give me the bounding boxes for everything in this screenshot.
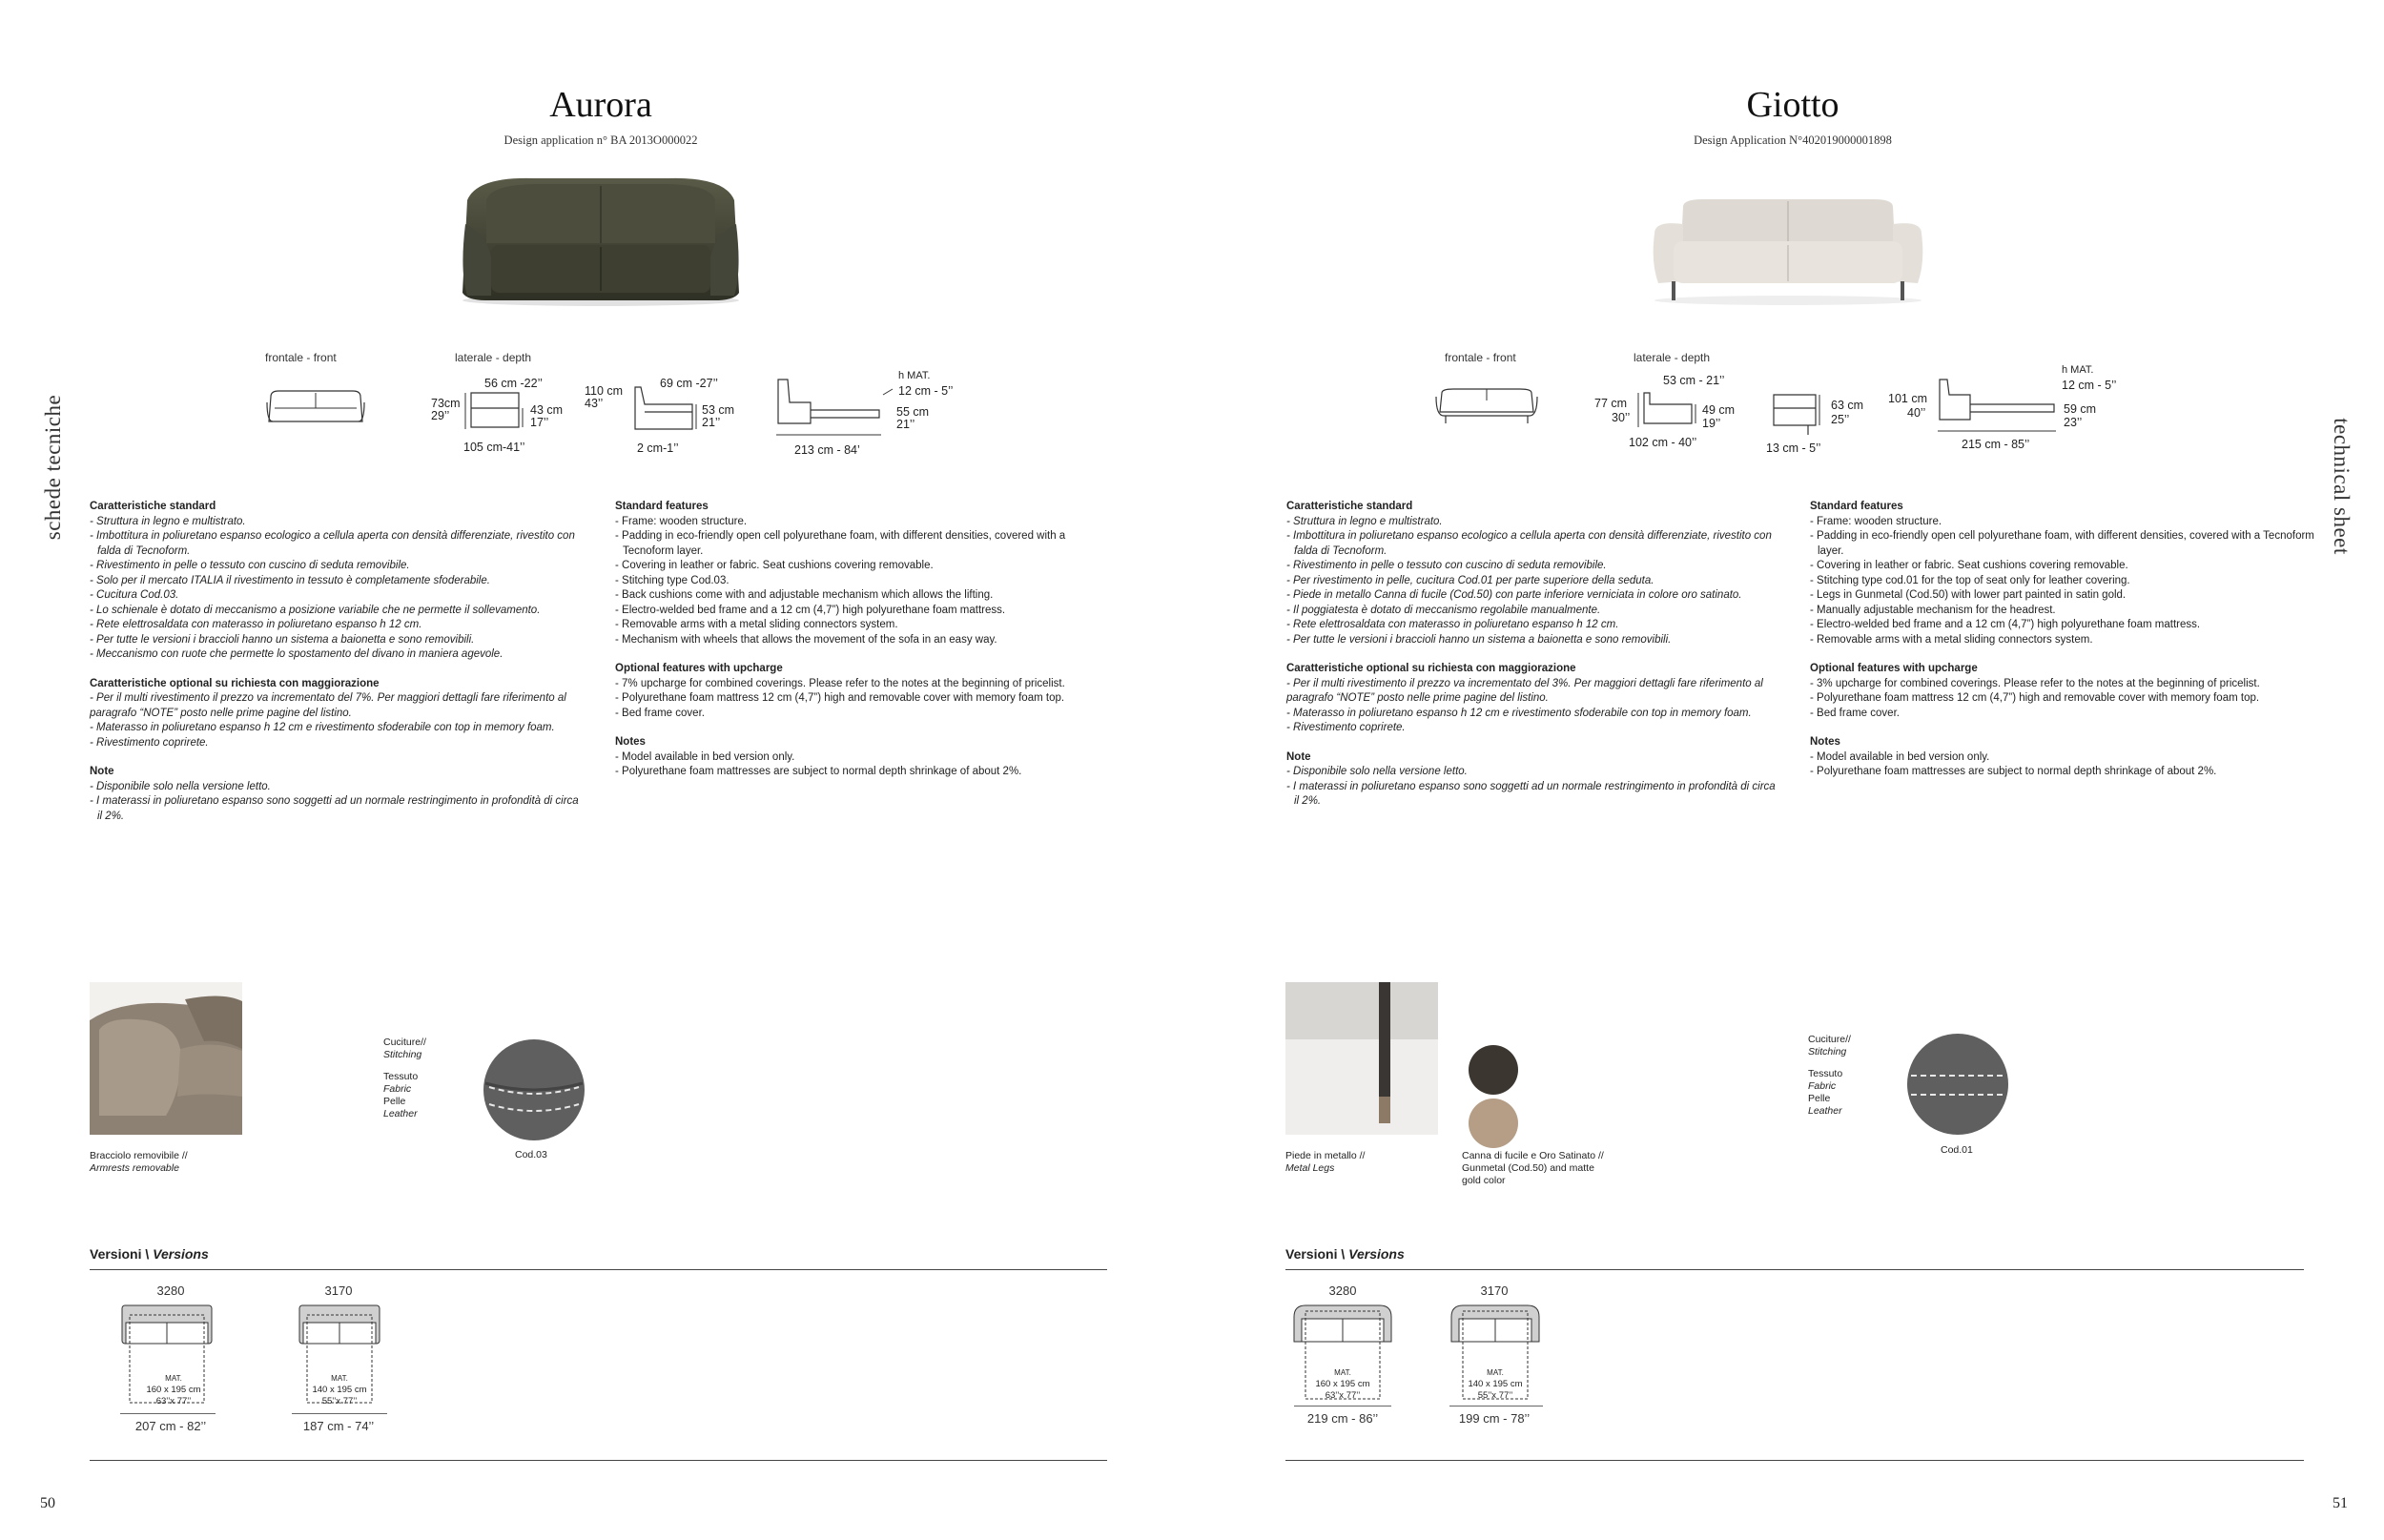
list-item: - Disponibile solo nella versione letto. [90,780,271,792]
view-label-depth: laterale - depth [1634,351,1711,364]
dim-recline-bottom: 2 cm-1’’ [637,441,679,455]
features-it [90,500,581,838]
dim-bed-height-a: 101 cm [1888,392,1927,405]
list-item: - Bed frame cover. [615,707,705,719]
stitch-labels [1808,1034,1851,1118]
list-item: - Model available in bed version only. [1810,750,1990,763]
dim-bed-seat-a: 59 cm [2064,402,2097,416]
list-item: - Polyurethane foam mattresses are subject to normal depth shrinkage of about 2%. [1810,766,2217,777]
satin-gold-swatch [1469,1099,1518,1148]
list-item: - Back cushions come with and adjustable mechanism which allows the lifting. [615,589,994,601]
list-item: - Frame: wooden structure. [1810,515,1942,527]
list-item: - Imbottitura in poliuretano espanso ecologico a cellula aperta con densità differenziate, rivestito con falda di Tecnoform. [90,530,575,557]
list-item: - Disponibile solo nella versione letto. [1286,766,1468,777]
metal-leg-image [1285,982,1438,1135]
front-view-drawing [1434,387,1539,432]
list-item: - Meccanismo con ruote che permette lo spostamento del divano in maniera agevole. [90,648,504,660]
dim-recline-height-b: 43’’ [585,397,604,410]
features-en [615,500,1116,794]
list-item: - Removable arms with a metal sliding connectors system. [1810,633,2093,646]
notes-title-it: Note [90,766,114,777]
view-label-front: frontale - front [265,351,337,364]
notes-list-it [1286,765,1782,810]
versions-title-en: Versions [153,1246,209,1262]
optional-list-en [1810,677,2315,722]
view-label-front: frontale - front [1445,351,1516,364]
version-code: 3280 [156,1283,185,1298]
dim-depth-top: 53 cm - 21’’ [1663,374,1725,387]
versions-divider [1285,1269,2304,1270]
mat-cm: 140 x 195 cm [1468,1379,1523,1389]
dim-bed-length: 213 cm - 84’ [794,443,860,457]
list-item: - Per il multi rivestimento il prezzo va incrementato del 3%. Per maggiori dettagli fare riferimento al paragrafo “NOTE” posto nelle prime pagine del listino. [1286,677,1763,704]
mat-in: 63’’x 77’’ [155,1396,192,1407]
list-item: - Bed frame cover. [1810,707,1900,719]
gunmetal-swatch [1469,1045,1518,1095]
dim-bed-h-label: h MAT. [898,370,931,381]
stitch-label-it: Cuciture// [383,1037,426,1048]
finish-caption-en-2: gold color [1462,1175,1506,1186]
stitch-sample [1905,1032,2010,1141]
mat-label: MAT. [165,1374,182,1383]
standard-title-en: Standard features [1810,501,1903,512]
list-item: - Manually adjustable mechanism for the headrest. [1810,604,2056,616]
leather-label-it: Pelle [1808,1093,1831,1104]
fabric-label-it: Tessuto [383,1071,419,1082]
list-item: - Imbottitura in poliuretano espanso ecologico a cellula aperta con densità differenziate, rivestito con falda di Tecnoform. [1286,530,1772,557]
optional-title-en: Optional features with upcharge [615,663,783,674]
version-card [1290,1283,1395,1426]
design-application: Design application n° BA 2013O000022 [504,133,698,147]
bottom-divider [90,1460,1107,1461]
standard-list-it [1286,515,1782,648]
version-underline [292,1413,387,1414]
mat-label: MAT. [1487,1368,1504,1377]
list-item: - Polyurethane foam mattresses are subject to normal depth shrinkage of about 2%. [615,766,1022,777]
version-mat [135,1373,212,1407]
dim-recline-height-a: 110 cm [585,384,624,398]
mat-in: 55’’x 77’’ [1477,1390,1513,1401]
page-number-left: 50 [40,1495,55,1511]
armrest-caption-it: Bracciolo removibile // [90,1150,188,1161]
versions-title [90,1246,209,1262]
dim-seat-a: 49 cm [1702,403,1736,417]
standard-list-en [615,515,1116,648]
list-item: - Electro-welded bed frame and a 12 cm (4,7”) high polyurethane foam mattress. [615,604,1006,616]
optional-list-en [615,677,1116,722]
optional-title-en: Optional features with upcharge [1810,663,1978,674]
versions-title-en: Versions [1348,1246,1405,1262]
version-card [1442,1283,1547,1426]
list-item: - Per tutte le versioni i braccioli hanno un sistema a baionetta e sono removibili. [1286,633,1672,646]
bed-view-drawing [774,378,889,445]
notes-list-it [90,780,581,825]
list-item: - Per rivestimento in pelle, cucitura Cod.01 per parte superiore della seduta. [1286,574,1654,586]
list-item: - Model available in bed version only. [615,750,795,763]
version-underline [1294,1406,1391,1407]
versions-title [1285,1246,1405,1262]
leather-label-en: Leather [1808,1105,1842,1117]
list-item: - Padding in eco-friendly open cell polyurethane foam, with different densities, covered with a Tecnoform layer. [1810,530,2314,557]
list-item: - Polyurethane foam mattress 12 cm (4,7”) high and removable cover with memory foam top. [1810,692,2260,704]
mat-label: MAT. [331,1374,348,1383]
list-item: - Materasso in poliuretano espanso h 12 cm e rivestimento sfoderabile con top in memory foam. [90,722,555,733]
versions-divider [90,1269,1107,1270]
stitch-labels [383,1037,426,1120]
versions-title-it: Versioni \ [90,1246,150,1262]
aurora-sofa-image [448,167,753,310]
version-underline [120,1413,216,1414]
dim-bed-length: 215 cm - 85’’ [1962,438,2030,451]
side-label-right: technical sheet [2330,418,2353,555]
version-card [118,1283,223,1433]
giotto-sofa-image [1645,195,1931,310]
list-item: - Piede in metallo Canna di fucile (Cod.50) con parte inferiore verniciata in colore oro satinato. [1286,589,1742,601]
dim-bed-height-b: 40’’ [1907,406,1926,420]
dim-seat-b: 17’’ [530,416,549,429]
stitch-label-en: Stitching [1808,1046,1847,1057]
version-width: 187 cm - 74’’ [302,1419,375,1433]
dim-seat-b: 19’’ [1702,417,1721,430]
dim-bed-seat-b: 23’’ [2064,416,2083,429]
finish-caption-en-1: Gunmetal (Cod.50) and matte [1462,1162,1594,1174]
standard-title-it: Caratteristiche standard [1286,501,1413,512]
optional-list-it [90,691,581,750]
version-mat [1305,1367,1381,1402]
list-item: - I materassi in poliuretano espanso sono soggetti ad un normale restringimento in profondità di circa il 2%. [90,795,579,822]
dim-arm-b: 25’’ [1831,413,1850,426]
recline-view-drawing [631,385,700,438]
notes-title-en: Notes [615,736,646,748]
list-item: - Rete elettrosaldata con materasso in poliuretano espanso h 12 cm. [90,619,422,630]
mat-in: 63’’x 77’’ [1325,1390,1361,1401]
list-item: - Lo schienale è dotato di meccanismo a posizione variabile che ne permette il sollevamento. [90,604,541,616]
dim-seat-a: 43 cm [530,403,564,417]
list-item: - Legs in Gunmetal (Cod.50) with lower part painted in satin gold. [1810,589,2127,601]
standard-title-it: Caratteristiche standard [90,501,216,512]
dim-arm-a: 63 cm [1831,399,1864,412]
optional-list-it [1286,677,1782,736]
dim-front-height-b: 29’’ [431,409,450,422]
dim-recline-seat-a: 53 cm [702,403,735,417]
version-width: 199 cm - 78’’ [1458,1411,1531,1426]
version-width: 219 cm - 86’’ [1306,1411,1379,1426]
version-code: 3280 [1328,1283,1357,1298]
metal-leg-caption-it: Piede in metallo // [1285,1150,1366,1161]
bottom-divider [1285,1460,2304,1461]
armrest-caption-en: Armrests removable [90,1162,179,1174]
list-item: - 3% upcharge for combined coverings. Please refer to the notes at the beginning of pricelist. [1810,677,2260,689]
fabric-label-it: Tessuto [1808,1068,1843,1079]
stitch-label-en: Stitching [383,1049,422,1060]
dim-arm-bottom: 13 cm - 5’’ [1766,441,1821,455]
dim-bed-h-label: h MAT. [2062,364,2094,376]
metal-leg-caption-en: Metal Legs [1285,1162,1335,1174]
dim-front-height-b: 30’’ [1612,411,1631,424]
list-item: - Cucitura Cod.03. [90,589,179,601]
list-item: - Padding in eco-friendly open cell polyurethane foam, with different densities, covered with a Tecnoform layer. [615,530,1066,557]
dim-front-height-a: 77 cm [1594,397,1628,410]
list-item: - Stitching type cod.01 for the top of seat only for leather covering. [1810,574,2130,586]
finish-caption [1462,1150,1604,1187]
optional-title-it: Caratteristiche optional su richiesta con maggiorazione [1286,663,1576,674]
list-item: - Il poggiatesta è dotato di meccanismo regolabile manualmente. [1286,604,1601,616]
side-label-left: schede tecniche [41,394,65,541]
stitch-code: Cod.03 [515,1149,547,1160]
list-item: - Materasso in poliuretano espanso h 12 cm e rivestimento sfoderabile con top in memory foam. [1286,707,1752,719]
list-item: - Rivestimento in pelle o tessuto con cuscino di seduta removibile. [90,560,410,571]
versions-title-it: Versioni \ [1285,1246,1346,1262]
list-item: - I materassi in poliuretano espanso sono soggetti ad un normale restringimento in profondità di circa il 2%. [1286,780,1776,807]
version-code: 3170 [1480,1283,1509,1298]
standard-title-en: Standard features [615,501,709,512]
dim-front-width: 105 cm-41’’ [463,441,525,454]
dim-bed-h: 12 cm - 5’’ [898,384,954,398]
metal-leg-caption [1285,1150,1365,1175]
list-item: - Covering in leather or fabric. Seat cushions covering removable. [615,560,934,571]
fabric-label-en: Fabric [383,1083,412,1095]
list-item: - Removable arms with a metal sliding connectors system. [615,619,898,630]
list-item: - Rivestimento coprirete. [1286,722,1406,733]
features-en [1810,500,2315,794]
view-label-depth: laterale - depth [455,351,532,364]
dim-recline-top: 69 cm -27’’ [660,377,718,390]
stitch-label-it: Cuciture// [1808,1034,1851,1045]
dim-depth-top: 56 cm -22’’ [484,377,543,390]
list-item: - Stitching type Cod.03. [615,574,730,586]
dim-bed-seat-a: 55 cm [896,405,930,419]
version-mat [301,1373,378,1407]
version-code: 3170 [324,1283,353,1298]
list-item: - Rivestimento coprirete. [90,736,209,749]
list-item: - Polyurethane foam mattress 12 cm (4,7”) high and removable cover with memory foam top. [615,692,1065,704]
version-width: 207 cm - 82’’ [134,1419,207,1433]
list-item: - Struttura in legno e multistrato. [90,515,246,527]
page-number-right: 51 [2333,1495,2348,1511]
mat-in: 55’’x 77’’ [321,1396,358,1407]
notes-title-it: Note [1286,750,1311,763]
list-item: - Covering in leather or fabric. Seat cushions covering removable. [1810,560,2128,571]
armrest-caption [90,1150,188,1175]
list-item: - Mechanism with wheels that allows the movement of the sofa in an easy way. [615,633,997,646]
fabric-label-en: Fabric [1808,1080,1837,1092]
page-title: Giotto [1746,85,1839,125]
notes-list-en [1810,750,2315,780]
optional-title-it: Caratteristiche optional su richiesta con maggiorazione [90,677,380,689]
mat-cm: 160 x 195 cm [146,1385,201,1395]
finish-caption-it: Canna di fucile e Oro Satinato // [1462,1150,1604,1161]
dim-bed-h: 12 cm - 5’’ [2062,379,2117,392]
list-item: - Struttura in legno e multistrato. [1286,515,1443,527]
list-item: - Rete elettrosaldata con materasso in poliuretano espanso h 12 cm. [1286,619,1619,630]
dim-front-height-a: 73cm [431,397,461,410]
list-item: - Electro-welded bed frame and a 12 cm (4,7”) high polyurethane foam mattress. [1810,619,2201,630]
leather-label-en: Leather [383,1108,418,1119]
stitch-code: Cod.01 [1941,1144,1973,1156]
dim-front-width: 102 cm - 40’’ [1629,436,1697,449]
design-application: Design Application N°402019000001898 [1694,133,1892,147]
bed-view-drawing [1936,378,2060,441]
dim-bed-seat-b: 21’’ [896,418,915,431]
leather-label-it: Pelle [383,1096,406,1107]
front-view-drawing [265,389,366,434]
depth-view-drawing [1638,391,1699,434]
list-item: - 7% upcharge for combined coverings. Please refer to the notes at the beginning of pricelist. [615,677,1065,689]
finish-swatches [1462,1045,1525,1155]
dim-recline-seat-b: 21’’ [702,416,721,429]
mat-cm: 140 x 195 cm [312,1385,367,1395]
stitch-sample [482,1037,586,1147]
version-underline [1449,1406,1543,1407]
mat-label: MAT. [1334,1368,1351,1377]
arm-view-drawing [1770,391,1823,441]
notes-list-en [615,750,1116,780]
version-mat [1457,1367,1533,1402]
list-item: - Per tutte le versioni i braccioli hanno un sistema a baionetta e sono removibili. [90,633,475,646]
depth-view-drawing [465,391,524,438]
list-item: - Per il multi rivestimento il prezzo va incrementato del 7%. Per maggiori dettagli fare riferimento al paragrafo “NOTE” posto nelle prime pagine del listino. [90,692,566,719]
page-title: Aurora [549,85,652,125]
standard-list-it [90,515,581,663]
list-item: - Rivestimento in pelle o tessuto con cuscino di seduta removibile. [1286,560,1607,571]
version-card [286,1283,391,1433]
notes-title-en: Notes [1810,736,1840,748]
features-it [1286,500,1782,824]
armrest-detail-image [90,982,242,1135]
mat-cm: 160 x 195 cm [1315,1379,1370,1389]
list-item: - Solo per il mercato ITALIA il rivestimento in tessuto è completamente sfoderabile. [90,574,490,586]
list-item: - Frame: wooden structure. [615,515,748,527]
standard-list-en [1810,515,2315,648]
